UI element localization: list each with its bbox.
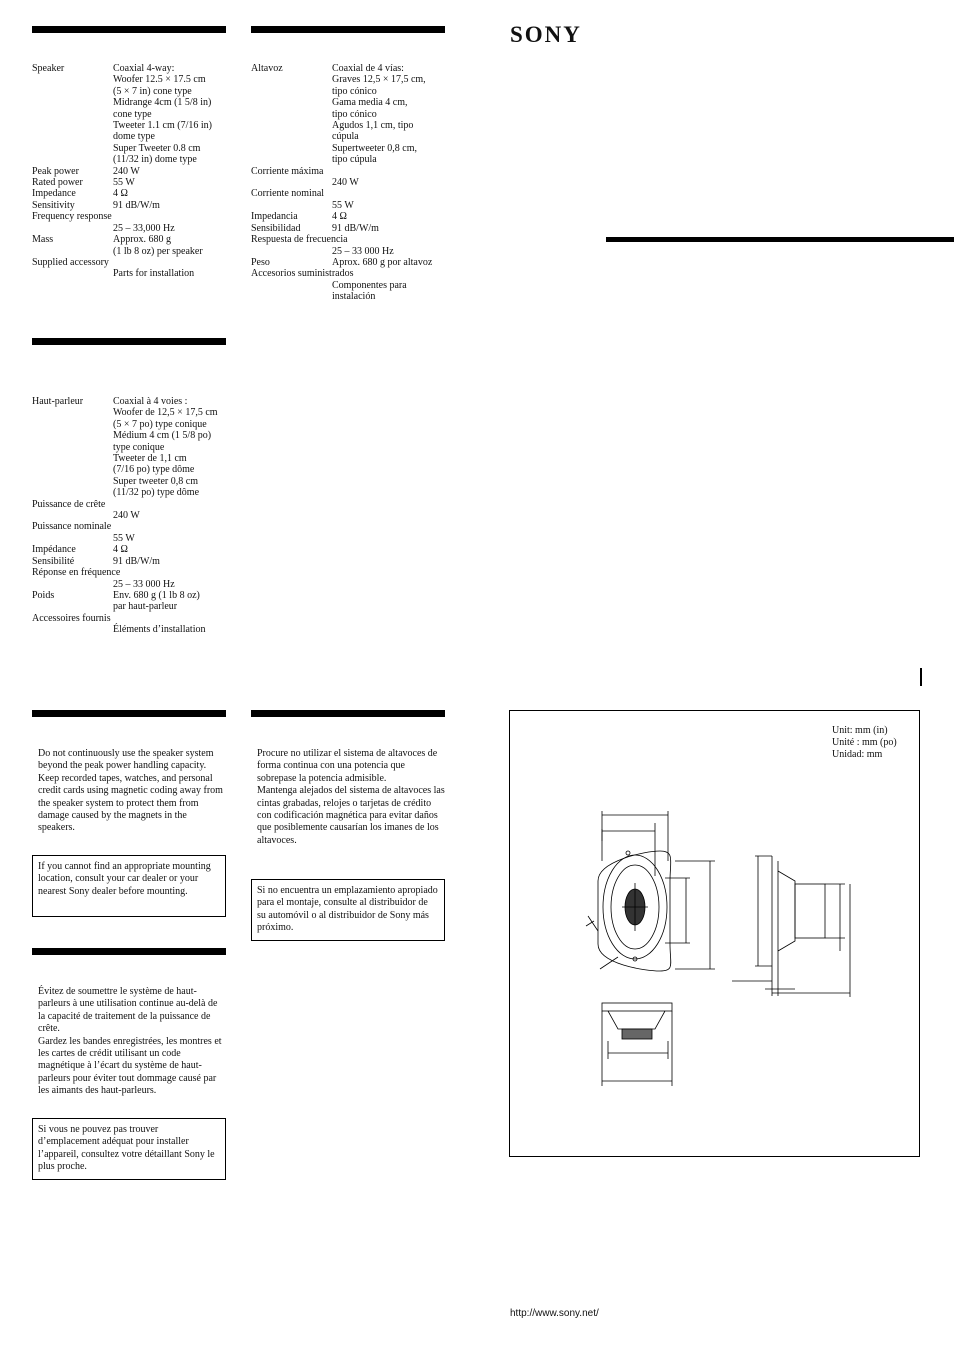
unit-en: Unit: mm (in) xyxy=(832,725,888,736)
spec-label xyxy=(251,280,332,291)
spec-label xyxy=(32,246,113,257)
spec-row xyxy=(32,521,232,532)
spec-label: Mass xyxy=(32,234,54,246)
spec-label xyxy=(32,419,113,430)
spec-row xyxy=(251,109,451,120)
spec-row xyxy=(32,143,232,154)
spec-row xyxy=(32,544,232,555)
spec-value: Coaxial de 4 vías: xyxy=(332,63,404,74)
spec-value: Woofer 12.5 × 17.5 cm xyxy=(113,74,206,86)
spec-label xyxy=(32,109,113,120)
spec-row xyxy=(32,430,232,441)
spec-label xyxy=(32,453,113,464)
spec-value: (5 × 7 po) type conique xyxy=(113,418,207,430)
spec-value xyxy=(120,567,232,578)
en-precaution-2: Keep recorded tapes, watches, and personal credit cards using magnetic coding away from the speaker system to protect them from damage caused by the magnets in the speakers. xyxy=(38,772,223,834)
spec-value: 91 dB/W/m xyxy=(332,222,379,234)
spec-value xyxy=(112,211,232,222)
spec-row xyxy=(32,464,232,475)
spec-label xyxy=(251,246,332,257)
spec-value: Componentes para xyxy=(332,279,407,291)
spec-label xyxy=(32,510,113,521)
spec-row xyxy=(251,86,451,97)
spec-value: Aprox. 680 g por altavoz xyxy=(332,256,433,268)
spec-value: Coaxial 4-way: xyxy=(113,63,175,74)
en-specifications xyxy=(32,63,232,280)
spec-value: 4 Ω xyxy=(332,211,347,223)
spec-value: 55 W xyxy=(113,532,135,544)
sony-website[interactable]: http://www.sony.net/ xyxy=(510,1308,599,1319)
spec-value: (11/32 po) type dôme xyxy=(113,487,200,499)
spec-label xyxy=(251,154,332,165)
spec-row xyxy=(32,556,232,567)
en-precautions-header-bar xyxy=(32,710,226,717)
spec-label xyxy=(251,131,332,142)
spec-value: Parts for installation xyxy=(113,268,195,280)
spec-row xyxy=(251,291,451,302)
spec-row xyxy=(32,74,232,85)
spec-label: Sensibilité xyxy=(32,555,75,567)
spec-row xyxy=(32,86,232,97)
spec-row xyxy=(32,510,232,521)
sony-logo: SONY xyxy=(510,22,582,47)
es-precautions-text xyxy=(257,748,445,847)
spec-row xyxy=(32,624,232,635)
spec-label: Sensitivity xyxy=(32,199,75,211)
spec-value: 240 W xyxy=(332,177,359,189)
spec-label: Corriente nominal xyxy=(251,188,325,200)
unit-es: Unidad: mm xyxy=(832,749,883,760)
spec-label xyxy=(32,407,113,418)
es-specs-header-bar xyxy=(251,26,445,33)
spec-row xyxy=(32,109,232,120)
spec-label: Speaker xyxy=(32,63,65,74)
spec-value: Éléments d’installation xyxy=(113,624,206,636)
spec-label: Poids xyxy=(32,589,55,601)
spec-row xyxy=(32,268,232,279)
title-rule xyxy=(606,237,954,242)
spec-value: Midrange 4cm (1 5/8 in) xyxy=(113,97,212,109)
en-mounting-note: If you cannot find an appropriate mounting location, consult your car dealer or your nearest Sony dealer before mounting. xyxy=(32,855,226,917)
spec-label xyxy=(32,97,113,108)
spec-label xyxy=(32,223,113,234)
spec-value: cúpula xyxy=(332,131,359,143)
spec-label xyxy=(251,86,332,97)
spec-label xyxy=(32,86,113,97)
spec-value: Graves 12,5 × 17,5 cm, xyxy=(332,74,426,86)
spec-row xyxy=(251,166,451,177)
spec-value: (1 lb 8 oz) per speaker xyxy=(113,245,203,257)
spec-row xyxy=(32,590,232,601)
spec-row xyxy=(32,246,232,257)
spec-label: Puissance de crête xyxy=(32,498,106,510)
speaker-side-view xyxy=(732,856,850,997)
es-precaution-1: Procure no utilizar el sistema de altavoces de forma continua con una potencia que sobrepase la potencia admisible. xyxy=(257,748,438,784)
spec-row xyxy=(251,257,451,268)
spec-value: Super tweeter 0,8 cm xyxy=(113,475,198,487)
spec-value: 240 W xyxy=(113,510,140,522)
spec-value: cone type xyxy=(113,108,152,120)
spec-value: 91 dB/W/m xyxy=(113,199,160,211)
spec-row xyxy=(32,533,232,544)
spec-row xyxy=(251,97,451,108)
spec-row xyxy=(32,120,232,131)
fr-specs-header-bar xyxy=(32,338,226,345)
spec-label xyxy=(251,143,332,154)
spec-value: 25 – 33,000 Hz xyxy=(113,222,175,234)
spec-value: par haut-parleur xyxy=(113,601,178,613)
spec-row xyxy=(251,154,451,165)
speaker-front-view xyxy=(586,811,715,971)
spec-row xyxy=(251,200,451,211)
fr-precaution-2: Gardez les bandes enregistrées, les montres et les cartes de crédit utilisant un code magnétique à l’écart du système de haut-parleurs pour éviter tout dommage causé par les aimants des haut-parleurs. xyxy=(38,1035,222,1097)
es-precaution-2: Mantenga alejados del sistema de altavoces las cintas grabadas, relojes o tarjetas de crédito con codificación magnética para evitar daños que posiblemente causarían los imanes de los altavoces. xyxy=(257,785,445,846)
spec-row xyxy=(32,166,232,177)
en-specs-header-bar xyxy=(32,26,226,33)
spec-row xyxy=(32,567,232,578)
spec-label: Réponse en fréquence xyxy=(32,567,121,579)
spec-label xyxy=(32,120,113,131)
spec-label xyxy=(251,109,332,120)
spec-value: Supertweeter 0,8 cm, xyxy=(332,142,417,154)
fr-precautions-text xyxy=(38,986,226,1098)
spec-row xyxy=(251,63,451,74)
spec-row xyxy=(251,120,451,131)
spec-label xyxy=(32,533,113,544)
spec-row xyxy=(251,188,451,199)
es-specifications xyxy=(251,63,451,303)
spec-value: Tweeter 1.1 cm (7/16 in) xyxy=(113,120,212,132)
spec-row xyxy=(251,234,451,245)
unit-fr: Unité : mm (po) xyxy=(832,737,897,748)
spec-value xyxy=(111,521,232,532)
spec-row xyxy=(251,280,451,291)
spec-value: 25 – 33 000 Hz xyxy=(113,578,175,590)
spec-label: Altavoz xyxy=(251,63,283,74)
spec-label xyxy=(32,579,113,590)
fr-precaution-1: Évitez de soumettre le système de haut-parleurs à une utilisation continue au-delà de la capacité de traitement de la puissance de crête. xyxy=(38,986,218,1035)
spec-row xyxy=(32,613,232,624)
spec-value: Médium 4 cm (1 5/8 po) xyxy=(113,430,212,442)
spec-value: Super Tweeter 0.8 cm xyxy=(113,142,201,154)
spec-value: 240 W xyxy=(113,165,140,177)
spec-value xyxy=(105,499,232,510)
spec-value: 4 Ω xyxy=(113,544,128,556)
spec-row xyxy=(32,177,232,188)
spec-row xyxy=(32,154,232,165)
spec-label xyxy=(32,430,113,441)
fr-mounting-note: Si vous ne pouvez pas trouver d’emplacement adéquat pour installer l’appareil, consultez votre détaillant Sony le plus proche. xyxy=(32,1118,226,1180)
spec-value: 55 W xyxy=(113,177,135,189)
spec-value xyxy=(111,613,232,624)
spec-row xyxy=(32,579,232,590)
spec-row xyxy=(251,223,451,234)
spec-label xyxy=(32,487,113,498)
spec-value: 55 W xyxy=(332,199,354,211)
speaker-top-view xyxy=(602,1003,672,1086)
spec-row xyxy=(32,476,232,487)
spec-label: Peak power xyxy=(32,165,79,177)
spec-label: Respuesta de frecuencia xyxy=(251,234,348,246)
edge-mark xyxy=(920,668,922,686)
spec-label: Puissance nominale xyxy=(32,521,112,533)
spec-label xyxy=(251,120,332,131)
spec-row xyxy=(251,143,451,154)
spec-label: Impedancia xyxy=(251,211,298,223)
spec-value: Env. 680 g (1 lb 8 oz) xyxy=(113,589,200,601)
spec-label xyxy=(251,177,332,188)
spec-row xyxy=(32,407,232,418)
spec-label xyxy=(32,131,113,142)
spec-label xyxy=(32,154,113,165)
spec-row xyxy=(32,234,232,245)
spec-value: Woofer de 12,5 × 17,5 cm xyxy=(113,407,218,419)
spec-value: (7/16 po) type dôme xyxy=(113,464,195,476)
spec-label xyxy=(251,200,332,211)
spec-label: Rated power xyxy=(32,177,83,189)
spec-value: tipo cónico xyxy=(332,85,377,97)
spec-row xyxy=(251,74,451,85)
spec-value: (11/32 in) dome type xyxy=(113,154,197,166)
spec-label xyxy=(32,624,113,635)
spec-row xyxy=(32,63,232,74)
spec-value: (5 × 7 in) cone type xyxy=(113,85,192,97)
spec-row xyxy=(32,396,232,407)
spec-label xyxy=(251,97,332,108)
spec-row xyxy=(32,257,232,268)
spec-row xyxy=(32,601,232,612)
spec-row xyxy=(251,177,451,188)
spec-row xyxy=(32,223,232,234)
spec-label: Accesorios suministrados xyxy=(251,268,354,280)
spec-label: Corriente máxima xyxy=(251,165,324,177)
spec-label xyxy=(32,442,113,453)
spec-label: Haut-parleur xyxy=(32,396,84,407)
spec-label: Peso xyxy=(251,256,270,268)
spec-label xyxy=(251,291,332,302)
spec-label: Supplied accessory xyxy=(32,256,109,268)
spec-value: Tweeter de 1,1 cm xyxy=(113,453,187,465)
spec-value: tipo cúpula xyxy=(332,154,377,166)
spec-value: tipo cónico xyxy=(332,108,377,120)
spec-label xyxy=(251,74,332,85)
spec-label xyxy=(32,464,113,475)
spec-label xyxy=(32,476,113,487)
spec-row xyxy=(32,419,232,430)
spec-value xyxy=(109,257,232,268)
spec-value: type conique xyxy=(113,441,165,453)
spec-value: dome type xyxy=(113,131,155,143)
spec-row xyxy=(32,131,232,142)
spec-value: instalación xyxy=(332,291,376,303)
spec-label xyxy=(32,74,113,85)
spec-value: 25 – 33 000 Hz xyxy=(332,245,394,257)
spec-label: Impédance xyxy=(32,544,76,556)
spec-label: Frequency response xyxy=(32,211,112,223)
spec-row xyxy=(32,499,232,510)
spec-value: Gama media 4 cm, xyxy=(332,97,408,109)
spec-row xyxy=(32,97,232,108)
spec-row xyxy=(32,487,232,498)
fr-precautions-header-bar xyxy=(32,948,226,955)
spec-label xyxy=(32,601,113,612)
spec-row xyxy=(251,246,451,257)
spec-value xyxy=(323,166,451,177)
spec-value xyxy=(324,188,451,199)
spec-value xyxy=(354,268,452,279)
en-precaution-1: Do not continuously use the speaker system beyond the peak power handling capacity. xyxy=(38,748,214,772)
spec-value xyxy=(348,234,451,245)
dimensions-diagram xyxy=(509,710,920,1157)
spec-value: Coaxial à 4 voies : xyxy=(113,396,188,407)
spec-row xyxy=(32,211,232,222)
spec-row xyxy=(32,453,232,464)
spec-row xyxy=(32,442,232,453)
en-precautions-text xyxy=(38,748,226,835)
fr-specifications xyxy=(32,396,232,636)
spec-row xyxy=(251,211,451,222)
spec-row xyxy=(32,200,232,211)
spec-row xyxy=(251,268,451,279)
spec-value: 4 Ω xyxy=(113,188,128,200)
spec-label: Impedance xyxy=(32,188,76,200)
speaker-dimension-drawing xyxy=(510,711,919,1156)
spec-label xyxy=(32,143,113,154)
es-mounting-note: Si no encuentra un emplazamiento apropiado para el montaje, consulte al distribuidor de su automóvil o al distribuidor de Sony más próximo. xyxy=(251,879,445,941)
spec-row xyxy=(32,188,232,199)
spec-row xyxy=(251,131,451,142)
spec-label: Accessoires fournis xyxy=(32,612,111,624)
es-precautions-header-bar xyxy=(251,710,445,717)
spec-value: Agudos 1,1 cm, tipo xyxy=(332,120,414,132)
spec-value: 91 dB/W/m xyxy=(113,555,160,567)
spec-value: Approx. 680 g xyxy=(113,234,172,246)
spec-label xyxy=(32,268,113,279)
spec-label: Sensibilidad xyxy=(251,222,301,234)
